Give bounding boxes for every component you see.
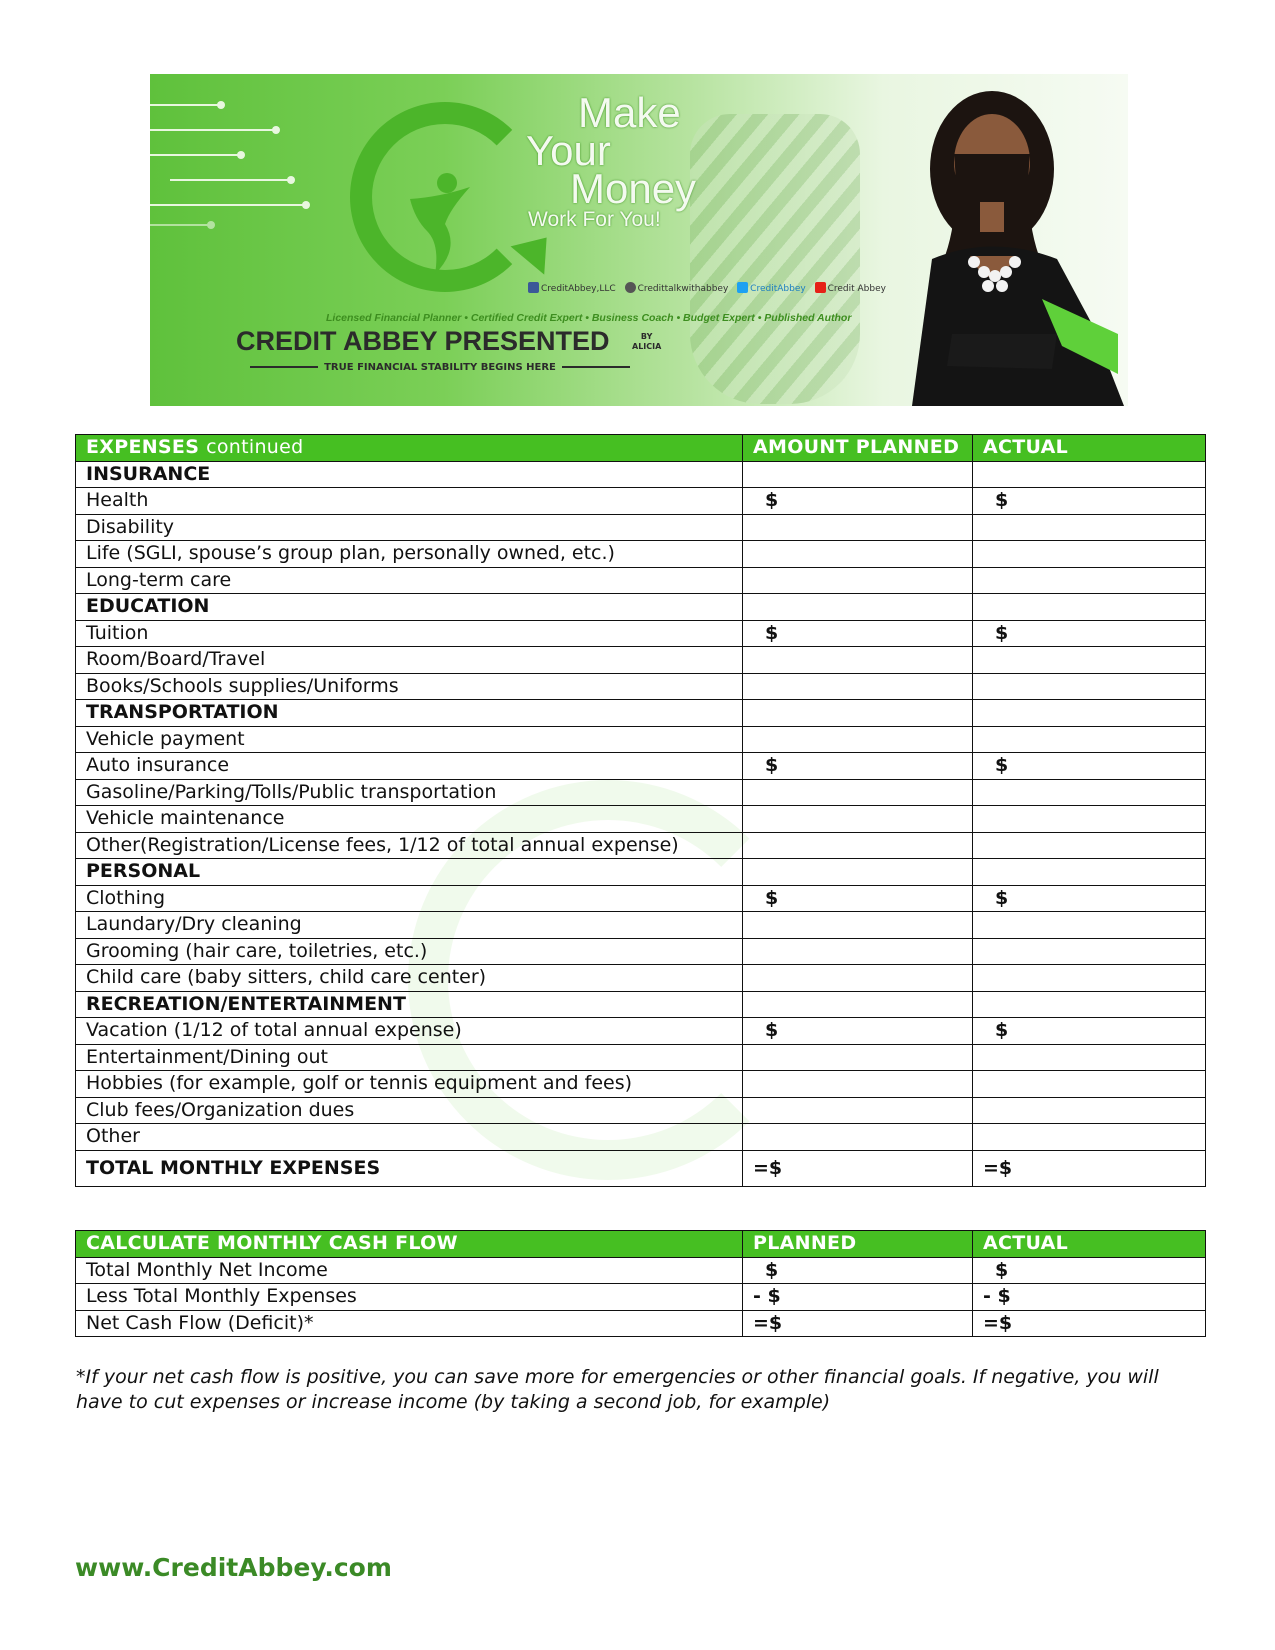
expenses-header-actual: ACTUAL [973,435,1206,462]
actual-amount-cell [973,859,1206,886]
category-label: PERSONAL [76,859,743,886]
category-label: TRANSPORTATION [76,700,743,727]
expense-row [76,673,1206,700]
actual-amount-cell [973,594,1206,621]
expenses-header-title [76,435,743,462]
brand-by [632,332,661,351]
actual-amount-cell[interactable] [973,806,1206,833]
cashflow-body [76,1257,1206,1337]
actual-amount-cell[interactable] [973,541,1206,568]
expense-row [76,567,1206,594]
tagline-line: Work For You! [528,208,661,232]
expenses-table [75,434,1206,1187]
social-handles [528,282,892,294]
expense-label: Hobbies (for example, golf or tennis equipment and fees) [76,1071,743,1098]
actual-amount-cell[interactable]: $ [973,1018,1206,1045]
cashflow-planned-cell[interactable]: $ [743,1257,973,1284]
actual-amount-cell[interactable] [973,647,1206,674]
category-label: INSURANCE [76,461,743,488]
cashflow-planned-cell[interactable]: =$ [743,1310,973,1337]
cashflow-actual-cell[interactable]: $ [973,1257,1206,1284]
planned-amount-cell[interactable] [743,1124,973,1151]
total-actual-cell[interactable]: =$ [973,1150,1206,1186]
expenses-header-planned: AMOUNT PLANNED [743,435,973,462]
planned-amount-cell[interactable] [743,647,973,674]
expenses-body [76,461,1206,1186]
category-row [76,991,1206,1018]
website-link[interactable]: www.CreditAbbey.com [75,1553,392,1582]
actual-amount-cell[interactable] [973,726,1206,753]
youtube-handle: Credit Abbey [815,284,886,294]
expense-label: Vehicle maintenance [76,806,743,833]
expense-label: Health [76,488,743,515]
planned-amount-cell[interactable] [743,567,973,594]
actual-amount-cell [973,461,1206,488]
category-row [76,859,1206,886]
actual-amount-cell[interactable] [973,779,1206,806]
expense-row [76,806,1206,833]
brand-by-name: ALICIA [632,341,662,351]
planned-amount-cell[interactable] [743,832,973,859]
actual-amount-cell[interactable] [973,965,1206,992]
circuit-line [150,224,210,226]
planned-amount-cell [743,594,973,621]
circuit-line [150,154,240,156]
category-row [76,594,1206,621]
planned-amount-cell[interactable] [743,541,973,568]
expense-label: Vacation (1/12 of total annual expense) [76,1018,743,1045]
cashflow-row [76,1257,1206,1284]
credentials-line: Licensed Financial Planner • Certified Credit Expert • Business Coach • Budget Expert • Published Author [326,312,852,324]
expense-label: Other(Registration/License fees, 1/12 of total annual expense) [76,832,743,859]
actual-amount-cell[interactable] [973,514,1206,541]
expense-label: Life (SGLI, spouse’s group plan, personally owned, etc.) [76,541,743,568]
expense-row [76,1018,1206,1045]
planned-amount-cell[interactable] [743,779,973,806]
actual-amount-cell [973,991,1206,1018]
expense-label: Books/Schools supplies/Uniforms [76,673,743,700]
actual-amount-cell[interactable]: $ [973,885,1206,912]
cashflow-row [76,1284,1206,1311]
expense-label: Room/Board/Travel [76,647,743,674]
expense-row [76,753,1206,780]
facebook-handle: CreditAbbey,LLC [528,284,616,294]
expense-row [76,726,1206,753]
category-row [76,461,1206,488]
expense-row [76,832,1206,859]
cashflow-table [75,1230,1206,1337]
actual-amount-cell[interactable] [973,1071,1206,1098]
tagline [498,89,738,233]
tagline-line: Money [570,164,697,212]
expense-label: Vehicle payment [76,726,743,753]
expense-label: Clothing [76,885,743,912]
expense-label: Laundary/Dry cleaning [76,912,743,939]
expense-row [76,779,1206,806]
expense-row [76,965,1206,992]
expense-label: Auto insurance [76,753,743,780]
cashflow-actual-cell[interactable]: =$ [973,1310,1206,1337]
expense-label: Grooming (hair care, toiletries, etc.) [76,938,743,965]
planned-amount-cell[interactable] [743,673,973,700]
expenses-header-row [76,435,1206,462]
brand-subtitle-text: TRUE FINANCIAL STABILITY BEGINS HERE [324,362,556,373]
circuit-line [150,104,220,106]
actual-amount-cell[interactable] [973,938,1206,965]
planned-amount-cell[interactable] [743,965,973,992]
tagline-line: Your [526,126,611,174]
cashflow-label: Total Monthly Net Income [76,1257,743,1284]
cashflow-header-actual: ACTUAL [973,1231,1206,1258]
planned-amount-cell [743,461,973,488]
expense-row [76,938,1206,965]
planned-amount-cell[interactable] [743,1071,973,1098]
circuit-line [150,204,305,206]
expense-label: Disability [76,514,743,541]
cashflow-header-planned: PLANNED [743,1231,973,1258]
planned-amount-cell[interactable]: $ [743,620,973,647]
cashflow-label: Net Cash Flow (Deficit)* [76,1310,743,1337]
expense-row [76,488,1206,515]
header-banner [150,74,1128,406]
tagline-line: Make [578,89,681,136]
expense-row [76,647,1206,674]
planned-amount-cell[interactable]: $ [743,753,973,780]
planned-amount-cell[interactable] [743,726,973,753]
cashflow-label: Less Total Monthly Expenses [76,1284,743,1311]
youtube-icon [815,282,826,293]
footnote: *If your net cash flow is positive, you can save more for emergencies or other financial goals. If negative, you will have to cut expenses or increase income (by taking a second job, for example) [76,1366,1159,1413]
brand-title: CREDIT ABBEY PRESENTED [236,326,610,356]
actual-amount-cell[interactable] [973,912,1206,939]
actual-amount-cell[interactable]: $ [973,753,1206,780]
podcast-handle: Credittalkwithabbey [625,284,729,294]
expense-label: Entertainment/Dining out [76,1044,743,1071]
planned-amount-cell[interactable]: $ [743,1018,973,1045]
planned-amount-cell[interactable]: $ [743,885,973,912]
total-row [76,1150,1206,1186]
actual-amount-cell[interactable] [973,1044,1206,1071]
expense-row [76,514,1206,541]
circuit-line [150,129,275,131]
category-row [76,700,1206,727]
cashflow-header-row [76,1231,1206,1258]
expense-row [76,620,1206,647]
total-label: TOTAL MONTHLY EXPENSES [76,1150,743,1186]
twitter-handle: CreditAbbey [737,284,806,294]
actual-amount-cell[interactable]: $ [973,488,1206,515]
actual-amount-cell [973,700,1206,727]
cashflow-header-title: CALCULATE MONTHLY CASH FLOW [76,1231,743,1258]
planned-amount-cell[interactable] [743,806,973,833]
facebook-icon [528,282,539,293]
expenses-title-suffix: continued [206,436,304,458]
expense-label: Child care (baby sitters, child care center) [76,965,743,992]
actual-amount-cell[interactable] [973,832,1206,859]
logo-person-icon [405,169,475,279]
presenter-photo [892,84,1124,406]
brand-by-label: BY [640,332,653,341]
cashflow-actual-cell[interactable]: - $ [973,1284,1206,1311]
podcast-icon [625,282,636,293]
expense-row [76,1124,1206,1151]
expense-label: Gasoline/Parking/Tolls/Public transportation [76,779,743,806]
actual-amount-cell[interactable] [973,567,1206,594]
cashflow-planned-cell[interactable]: - $ [743,1284,973,1311]
category-label: RECREATION/ENTERTAINMENT [76,991,743,1018]
actual-amount-cell[interactable] [973,1097,1206,1124]
expense-row [76,541,1206,568]
planned-amount-cell[interactable]: $ [743,488,973,515]
expense-row [76,1097,1206,1124]
actual-amount-cell[interactable] [973,673,1206,700]
expense-row [76,1044,1206,1071]
expense-row [76,912,1206,939]
expense-label: Other [76,1124,743,1151]
actual-amount-cell[interactable]: $ [973,620,1206,647]
planned-amount-cell[interactable] [743,1044,973,1071]
expense-label: Tuition [76,620,743,647]
cashflow-row [76,1310,1206,1337]
planned-amount-cell [743,859,973,886]
expense-row [76,885,1206,912]
planned-amount-cell [743,991,973,1018]
twitter-icon [737,282,748,293]
planned-amount-cell[interactable] [743,938,973,965]
planned-amount-cell [743,700,973,727]
expenses-title: EXPENSES [86,436,200,458]
brand-subtitle [240,362,640,373]
expense-label: Club fees/Organization dues [76,1097,743,1124]
planned-amount-cell[interactable] [743,912,973,939]
planned-amount-cell[interactable] [743,1097,973,1124]
expense-label: Long-term care [76,567,743,594]
expense-row [76,1071,1206,1098]
actual-amount-cell[interactable] [973,1124,1206,1151]
planned-amount-cell[interactable] [743,514,973,541]
circuit-line [170,179,290,181]
category-label: EDUCATION [76,594,743,621]
total-planned-cell[interactable]: =$ [743,1150,973,1186]
